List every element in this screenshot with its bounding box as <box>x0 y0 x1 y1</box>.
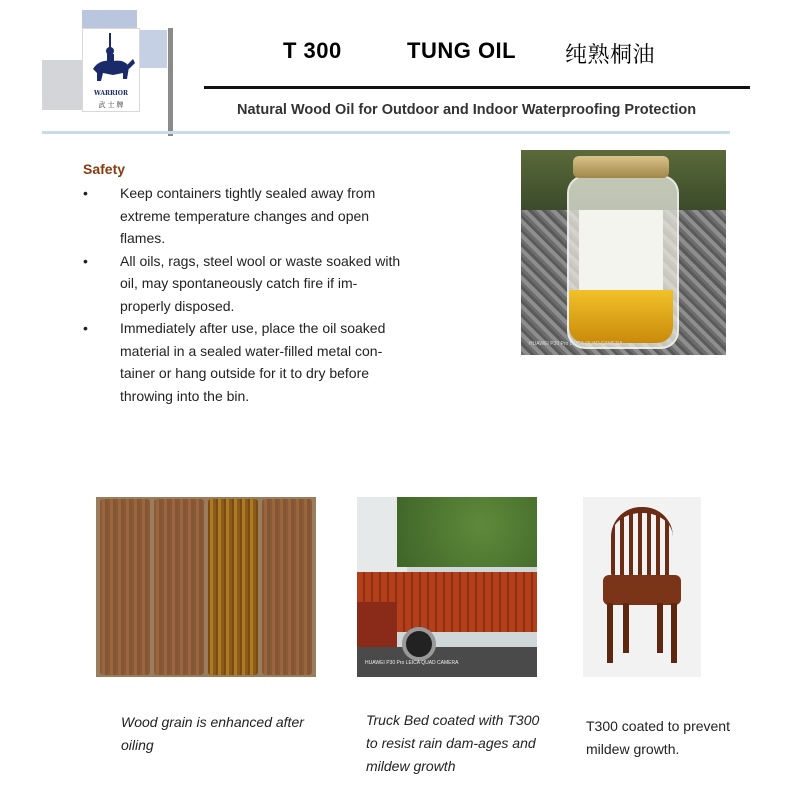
chair-leg <box>657 603 663 653</box>
safety-item: • Keep containers tightly sealed away from extreme temperature changes and open flames. <box>83 182 403 250</box>
product-subtitle: Natural Wood Oil for Outdoor and Indoor Waterproofing Protection <box>237 102 697 118</box>
truck-cab <box>357 602 397 652</box>
chair-leg <box>623 603 629 653</box>
product-name-cn: 纯熟桐油 <box>565 42 656 67</box>
safety-list <box>83 182 403 407</box>
plank <box>262 499 312 675</box>
header-deco-block <box>42 60 84 110</box>
caption-truck: Truck Bed coated with T300 to resist rain dam-ages and mildew growth <box>366 712 540 774</box>
safety-item: • All oils, rags, steel wool or waste soaked with oil, may spontaneously catch fire if im-properly disposed. <box>83 250 403 318</box>
jar-label <box>579 210 663 290</box>
knight-on-horse-icon <box>83 29 139 91</box>
caption-chair: T300 coated to prevent mildew growth. <box>586 718 730 757</box>
camera-watermark: HUAWEI P30 Pro LEICA QUAD CAMERA <box>365 660 459 666</box>
camera-watermark: HUAWEI P30 Pro LEICA QUAD CAMERA <box>529 341 623 347</box>
jar-oil <box>569 290 673 343</box>
plank <box>154 499 204 675</box>
safety-heading: Safety <box>83 161 126 177</box>
truck-bed-photo <box>357 497 537 677</box>
chair-seat <box>603 575 681 605</box>
header-deco-block <box>137 30 167 68</box>
plank <box>100 499 150 675</box>
jar-cap <box>573 156 669 178</box>
logo-brand-cn: 武 士 牌 <box>98 102 124 109</box>
header-rule-light <box>42 131 730 134</box>
logo-brand: WARRIOR <box>93 90 128 97</box>
header-rule <box>204 86 750 89</box>
tung-oil-jar-photo <box>521 150 726 355</box>
plank-oiled <box>208 499 258 675</box>
chair-leg <box>607 603 613 663</box>
trees <box>397 497 537 567</box>
safety-item: • Immediately after use, place the oil soaked material in a sealed water-filled metal con-tainer or hang outside for it to dry before throwing into the bin. <box>83 317 403 407</box>
wooden-chair-photo <box>583 497 701 677</box>
truck-wheel <box>402 627 436 661</box>
chair-leg <box>671 603 677 663</box>
chair-back <box>611 507 673 577</box>
header-divider-vertical <box>168 28 173 136</box>
caption-planks: Wood grain is enhanced after oiling <box>121 714 304 753</box>
wood-planks-photo <box>96 497 316 677</box>
product-name: TUNG OIL <box>407 38 517 63</box>
product-code: T 300 <box>283 38 342 63</box>
